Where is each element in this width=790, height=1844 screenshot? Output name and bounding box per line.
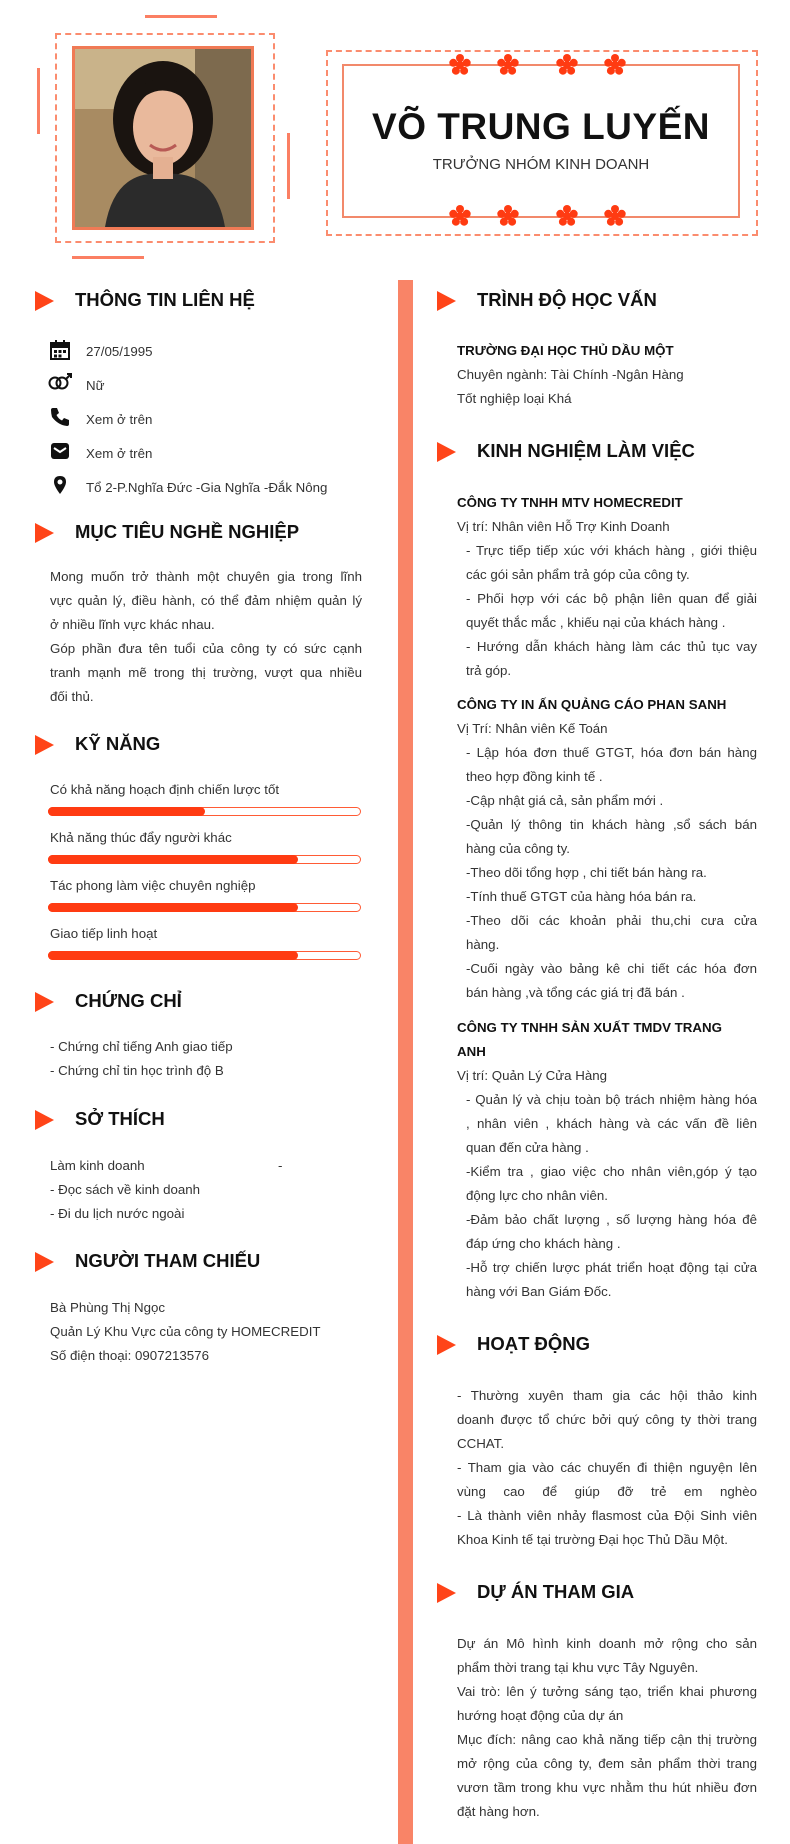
activity-line: doanh được tổ chức bởi quý công ty thời trang [457, 1412, 757, 1427]
flower-icon [556, 54, 578, 76]
flower-icon [449, 205, 471, 227]
job-line: trả góp. [466, 663, 512, 678]
flower-icon [497, 205, 519, 227]
company-name: CÔNG TY IN ẤN QUẢNG CÁO PHAN SANH [457, 697, 727, 712]
triangle-icon [35, 992, 54, 1012]
school-name: TRƯỜNG ĐẠI HỌC THỦ DẦU MỘT [457, 343, 674, 358]
triangle-icon [437, 291, 456, 311]
section-contact [35, 286, 365, 316]
section-title: KỸ NĂNG [75, 733, 161, 754]
job-line: - Quản lý và chịu toàn bộ trách nhiệm hàng hóa [466, 1092, 757, 1107]
hobby-item: - Đi du lịch nước ngoài [50, 1206, 185, 1221]
triangle-icon [35, 291, 54, 311]
certificate-item: - Chứng chỉ tiếng Anh giao tiếp [50, 1039, 233, 1054]
job-line: theo hợp đồng kinh tế . [466, 769, 603, 784]
triangle-icon [35, 735, 54, 755]
job-line: bán hàng ,và tổng các giá trị đã bán . [466, 985, 685, 1000]
skill-bar-fill [48, 903, 298, 912]
name-box [342, 64, 740, 218]
job-line: - Phối hợp với các bộ phận liên quan để giải [466, 591, 757, 606]
flower-icon [604, 205, 626, 227]
gender-icon [48, 373, 74, 393]
section-reference [35, 1247, 365, 1277]
project-line: mở rộng của công ty, đem sản phẩm thời trang [457, 1756, 757, 1771]
section-hobbies [35, 1105, 365, 1135]
section-objective [35, 518, 365, 548]
reference-line: Bà Phùng Thị Ngọc [50, 1300, 166, 1315]
objective-line: ở nhiều lĩnh vực khác nhau. [50, 617, 215, 632]
section-title: NGƯỜI THAM CHIẾU [75, 1250, 261, 1271]
triangle-icon [437, 1583, 456, 1603]
skill-name: Có khả năng hoạch định chiến lược tốt [50, 782, 280, 797]
column-divider [398, 280, 413, 1844]
job-role: Vị trí: Nhân viên Hỗ Trợ Kinh Doanh [457, 519, 670, 534]
project-line: vươn tầm trong khu vực nhằm thu hút nhiều đơn [457, 1780, 757, 1795]
contact-birthdate: 27/05/1995 [86, 344, 153, 359]
section-experience [437, 437, 767, 467]
company-name: ANH [457, 1044, 486, 1059]
certificate-item: - Chứng chỉ tin học trình độ B [50, 1063, 224, 1078]
section-certificates [35, 987, 365, 1017]
section-activities [437, 1330, 767, 1360]
company-name: CÔNG TY TNHH SẢN XUẤT TMDV TRANG [457, 1020, 722, 1035]
job-line: -Kiểm tra , giao việc cho nhân viên,góp ý tạo [466, 1164, 757, 1179]
job-line: -Quản lý thông tin khách hàng ,sổ sách bán [466, 817, 757, 832]
job-line: - Hướng dẫn khách hàng làm các thủ tục vay [466, 639, 757, 654]
contact-address: Tổ 2-P.Nghĩa Đức -Gia Nghĩa -Đắk Nông [86, 480, 328, 495]
job-line: các gói sản phẩm trả góp của công ty. [466, 567, 690, 582]
reference-line: Quản Lý Khu Vực của công ty HOMECREDIT [50, 1324, 321, 1339]
project-line: phẩm thời trang tại khu vực Tây Nguyên. [457, 1660, 699, 1675]
job-line: -Hỗ trợ chiến lược phát triển hoạt động tại cửa [466, 1260, 757, 1275]
skill-bar-fill [48, 855, 298, 864]
job-role: Vị trí: Quản Lý Cửa Hàng [457, 1068, 608, 1083]
triangle-icon [437, 1335, 456, 1355]
job-line: - Trực tiếp tiếp xúc với khách hàng , giới thiệu [466, 543, 757, 558]
section-title: DỰ ÁN THAM GIA [477, 1581, 635, 1602]
job-line: hàng với Ban Giám Đốc. [466, 1284, 612, 1299]
location-icon [50, 475, 70, 495]
company-name: CÔNG TY TNHH MTV HOMECREDIT [457, 495, 683, 510]
reference-line: Số điện thoại: 0907213576 [50, 1348, 209, 1363]
hobby-dash: - [278, 1158, 283, 1173]
flower-icon [449, 54, 471, 76]
project-line: Mục đích: nâng cao khả năng tiếp cận thị trường [457, 1732, 757, 1747]
activity-line: - Tham gia vào các chuyến đi thiện nguyện lên [457, 1460, 757, 1475]
job-title: TRƯỞNG NHÓM KINH DOANH [432, 156, 650, 173]
flower-icon [556, 205, 578, 227]
project-line: đặt hàng hơn. [457, 1804, 540, 1819]
job-line: -Cập nhật giá cả, sản phẩm mới . [466, 793, 664, 808]
section-skills [35, 730, 365, 760]
contact-phone: Xem ở trên [86, 412, 153, 427]
skill-name: Tác phong làm việc chuyên nghiệp [50, 878, 256, 893]
job-role: Vị Trí: Nhân viên Kế Toán [457, 721, 608, 736]
hobby-item: Làm kinh doanh [50, 1158, 145, 1173]
activity-line: Khoa Kinh tế tại trường Đại học Thủ Dầu Một. [457, 1532, 728, 1547]
triangle-icon [437, 442, 456, 462]
objective-line: đối thủ. [50, 689, 94, 704]
skill-name: Khả năng thúc đẩy người khác [50, 830, 232, 845]
project-line: Vai trò: lên ý tưởng sáng tạo, triển khai phương [457, 1684, 757, 1699]
education-line: Tốt nghiệp loại Khá [457, 391, 572, 406]
profile-photo [72, 46, 254, 230]
job-line: -Cuối ngày vào bảng kê chi tiết các hóa đơn [466, 961, 757, 976]
section-projects [437, 1578, 767, 1608]
section-title: TRÌNH ĐỘ HỌC VẤN [477, 289, 657, 310]
skill-name: Giao tiếp linh hoạt [50, 926, 158, 941]
triangle-icon [35, 523, 54, 543]
objective-line: Góp phần đưa tên tuổi của công ty có sức cạnh [50, 641, 362, 656]
flower-icon [497, 54, 519, 76]
activity-line: - Thường xuyên tham gia các hội thảo kinh [457, 1388, 757, 1403]
activity-line: CCHAT. [457, 1436, 505, 1451]
triangle-icon [35, 1252, 54, 1272]
skill-bar-fill [48, 951, 298, 960]
contact-gender: Nữ [86, 378, 105, 393]
job-line: -Theo dõi tổng hợp , chi tiết bán hàng ra. [466, 865, 707, 880]
objective-line: tranh mạnh mẽ trong thị trường, vượt qua nhiều [50, 665, 362, 680]
job-line: quan đến cửa hàng . [466, 1140, 589, 1155]
flower-icon [604, 54, 626, 76]
activity-line: - Là thành viên nhảy flasmost của Đội Sinh viên [457, 1508, 757, 1523]
skill-bar-fill [48, 807, 205, 816]
objective-line: vực quản lý, điều hành, có thể đảm nhiệm quản lý [50, 593, 362, 608]
section-title: MỤC TIÊU NGHỀ NGHIỆP [75, 521, 300, 542]
section-title: THÔNG TIN LIÊN HỆ [75, 289, 255, 310]
email-icon [50, 441, 70, 461]
job-line: -Tính thuế GTGT của hàng hóa bán ra. [466, 889, 697, 904]
activity-line: vùng cao để giúp đỡ trẻ em nghèo [457, 1484, 757, 1499]
calendar-icon [50, 340, 70, 360]
project-line: Dự án Mô hình kinh doanh mở rộng cho sản [457, 1636, 757, 1651]
job-line: quyết thắc mắc , khiếu nại của khách hàng . [466, 615, 726, 630]
triangle-icon [35, 1110, 54, 1130]
education-line: Chuyên ngành: Tài Chính -Ngân Hàng [457, 367, 684, 382]
section-title: SỞ THÍCH [75, 1108, 165, 1129]
section-title: CHỨNG CHỈ [75, 990, 182, 1011]
job-line: hàng. [466, 937, 500, 952]
phone-icon [50, 407, 70, 427]
section-title: HOẠT ĐỘNG [477, 1333, 591, 1354]
job-line: -Đảm bảo chất lượng , số lượng hàng hóa đê [466, 1212, 757, 1227]
job-line: động lực cho nhân viên. [466, 1188, 608, 1203]
hobby-item: - Đọc sách về kinh doanh [50, 1182, 201, 1197]
job-line: đáp ứng cho khách hàng . [466, 1236, 621, 1251]
contact-email: Xem ở trên [86, 446, 153, 461]
project-line: hướng hoạt động của dự án [457, 1708, 624, 1723]
job-line: hàng của công ty. [466, 841, 570, 856]
section-title: KINH NGHIỆM LÀM VIỆC [477, 440, 695, 461]
objective-line: Mong muốn trở thành một chuyên gia trong lĩnh [50, 569, 362, 584]
job-line: - Lập hóa đơn thuế GTGT, hóa đơn bán hàng [466, 745, 757, 760]
job-line: , nhân viên , khách hàng và các vấn đề liên [466, 1116, 757, 1131]
section-education [437, 286, 767, 316]
full-name: VÕ TRUNG LUYẾN [372, 106, 710, 147]
job-line: -Theo dõi các khoản phải thu,chi cưa cửa [466, 913, 757, 928]
